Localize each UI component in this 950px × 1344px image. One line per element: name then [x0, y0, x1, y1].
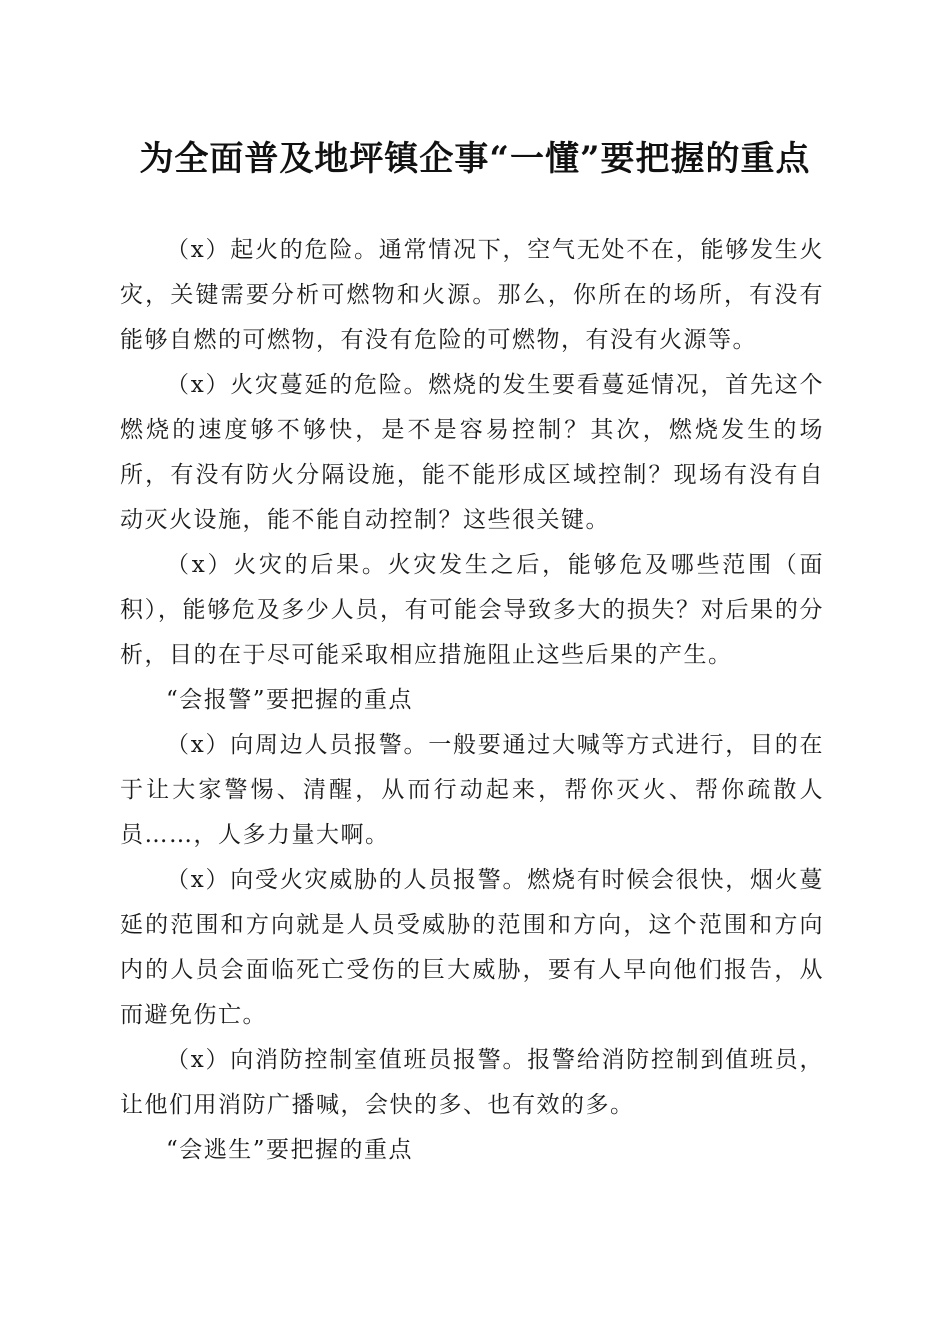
paragraph-fire-risk: （x）起火的危险。通常情况下，空气无处不在，能够发生火灾，关键需要分析可燃物和火源。那么，你所在的场所，有没有能够自燃的可燃物，有没有危险的可燃物，有没有火源等。 — [120, 237, 824, 353]
paragraph-alarm-nearby: （x）向周边人员报警。一般要通过大喊等方式进行，目的在于让大家警惕、清醒，从而行动起来，帮你灭火、帮你疏散人员……，人多力量大啊。 — [120, 732, 824, 848]
document-body — [120, 228, 824, 1173]
section-heading-alarm: “会报警”要把握的重点 — [166, 687, 414, 713]
section-heading-escape: “会逃生”要把握的重点 — [166, 1137, 414, 1163]
paragraph-consequences: （x）火灾的后果。火灾发生之后，能够危及哪些范围（面积），能够危及多少人员，有可能会导致多大的损失？对后果的分析，目的在于尽可能采取相应措施阻止这些后果的产生。 — [120, 552, 824, 668]
paragraph-alarm-threatened: （x）向受火灾威胁的人员报警。燃烧有时候会很快，烟火蔓延的范围和方向就是人员受威胁的范围和方向，这个范围和方向内的人员会面临死亡受伤的巨大威胁，要有人早向他们报告，从而避免伤亡。 — [120, 867, 824, 1028]
paragraph-alarm-control-room: （x）向消防控制室值班员报警。报警给消防控制到值班员，让他们用消防广播喊，会快的多、也有效的多。 — [120, 1047, 824, 1118]
paragraph-spread-risk: （x）火灾蔓延的危险。燃烧的发生要看蔓延情况，首先这个燃烧的速度够不够快，是不是容易控制？其次，燃烧发生的场所，有没有防火分隔设施，能不能形成区域控制？现场有没有自动灭火设施，能不能自动控制？这些很关键。 — [120, 372, 824, 533]
document-title: 为全面普及地坪镇企事“一懂”要把握的重点 — [139, 139, 811, 179]
